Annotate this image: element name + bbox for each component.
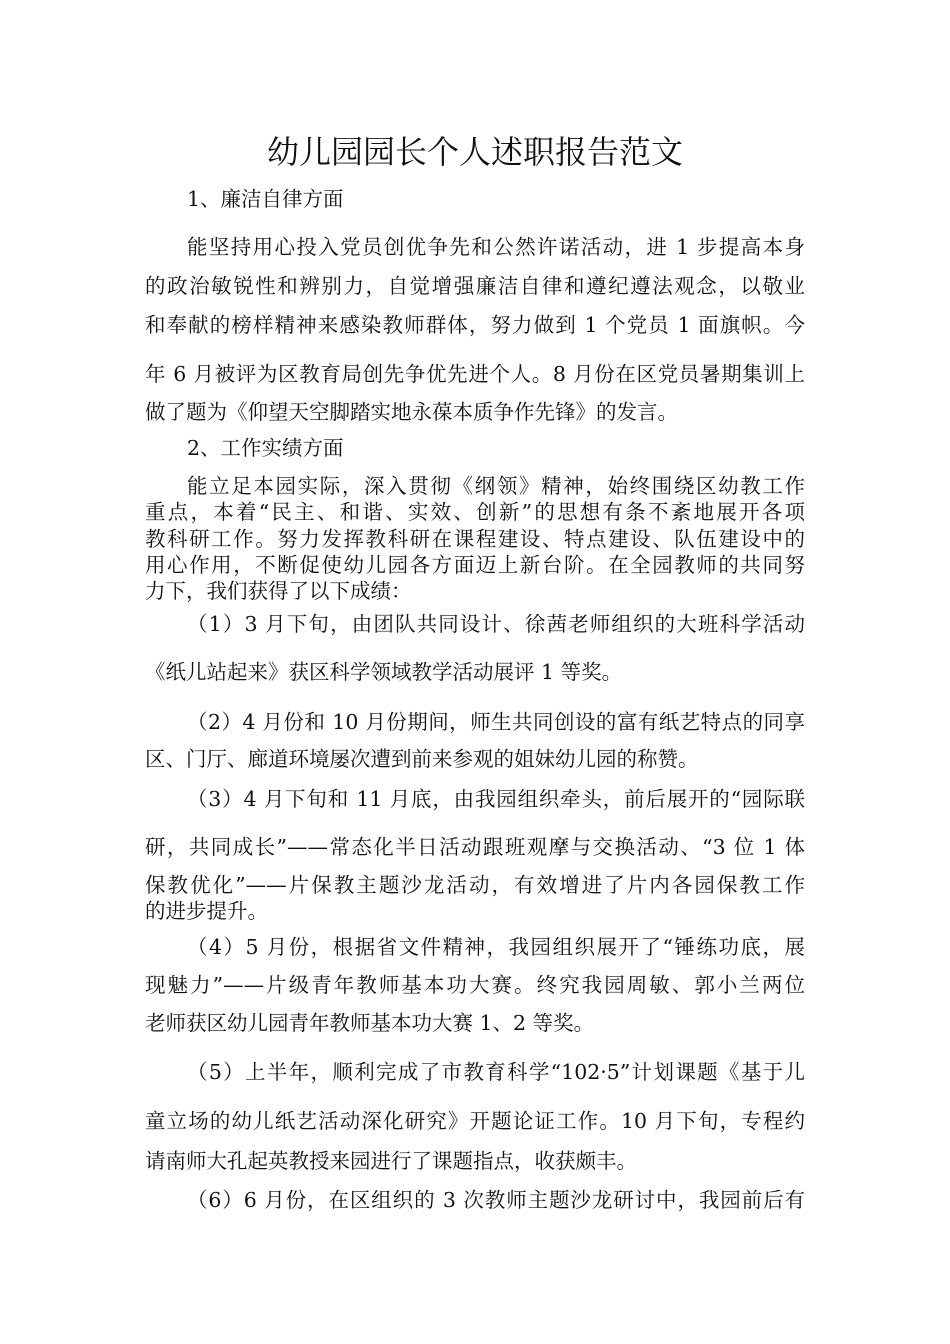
text-line: （4）5 月份，根据省文件精神，我园组织展开了“锤练功底，展 (187, 935, 805, 959)
text-line: 区、门厅、廊道环境屡次遭到前来参观的姐妹幼儿园的称赞。 (145, 747, 699, 771)
text-line: 保教优化”——片保教主题沙龙活动，有效增进了片内各园保教工作 (145, 873, 805, 897)
section-heading: 1、廉洁自律方面 (187, 187, 344, 211)
text-line: （5）上半年，顺利完成了市教育科学“102·5”计划课题《基于儿 (187, 1060, 805, 1084)
text-line: 的进步提升。 (145, 899, 268, 923)
document-title: 幼儿园园长个人述职报告范文 (266, 133, 683, 171)
text-line: 教科研工作。努力发挥教科研在课程建设、特点建设、队伍建设中的 (145, 527, 805, 551)
text-line: 老师获区幼儿园青年教师基本功大赛 1、2 等奖。 (145, 1011, 595, 1035)
text-line: （2）4 月份和 10 月份期间，师生共同创设的富有纸艺特点的同享 (187, 710, 805, 734)
text-line: 《纸儿站起来》获区科学领域教学活动展评 1 等奖。 (145, 660, 623, 684)
text-line: 重点，本着“民主、和谐、实效、创新”的思想有条不紊地展开各项 (145, 500, 805, 524)
text-line: 现魅力”——片级青年教师基本功大赛。终究我园周敏、郭小兰两位 (145, 973, 805, 997)
text-line: 做了题为《仰望天空脚踏实地永葆本质争作先锋》的发言。 (145, 400, 678, 424)
text-line: 年 6 月被评为区教育局创先争优先进个人。8 月份在区党员暑期集训上 (145, 362, 805, 386)
text-line: 用心作用，不断促使幼儿园各方面迈上新台阶。在全园教师的共同努 (145, 553, 805, 577)
text-line: 请南师大孔起英教授来园进行了课题指点，收获颇丰。 (145, 1149, 637, 1173)
text-line: （6）6 月份，在区组织的 3 次教师主题沙龙研讨中，我园前后有 (187, 1188, 805, 1212)
text-line: 和奉献的榜样精神来感染教师群体，努力做到 1 个党员 1 面旗帜。今 (145, 313, 805, 337)
text-line: 研，共同成长”——常态化半日活动跟班观摩与交换活动、“3 位 1 体 (145, 835, 805, 859)
section-heading: 2、工作实绩方面 (187, 436, 344, 460)
text-line: 的政治敏锐性和辨别力，自觉增强廉洁自律和遵纪遵法观念，以敬业 (145, 274, 805, 298)
text-line: （1）3 月下旬，由团队共同设计、徐茜老师组织的大班科学活动 (187, 612, 805, 636)
text-line: （3）4 月下旬和 11 月底，由我园组织牵头，前后展开的“园际联 (187, 787, 805, 811)
text-line: 童立场的幼儿纸艺活动深化研究》开题论证工作。10 月下旬，专程约 (145, 1109, 805, 1133)
text-line: 能立足本园实际，深入贯彻《纲领》精神，始终围绕区幼教工作 (187, 474, 805, 498)
text-line: 能坚持用心投入党员创优争先和公然许诺活动，进 1 步提高本身 (187, 235, 805, 259)
text-line: 力下，我们获得了以下成绩： (145, 579, 412, 603)
